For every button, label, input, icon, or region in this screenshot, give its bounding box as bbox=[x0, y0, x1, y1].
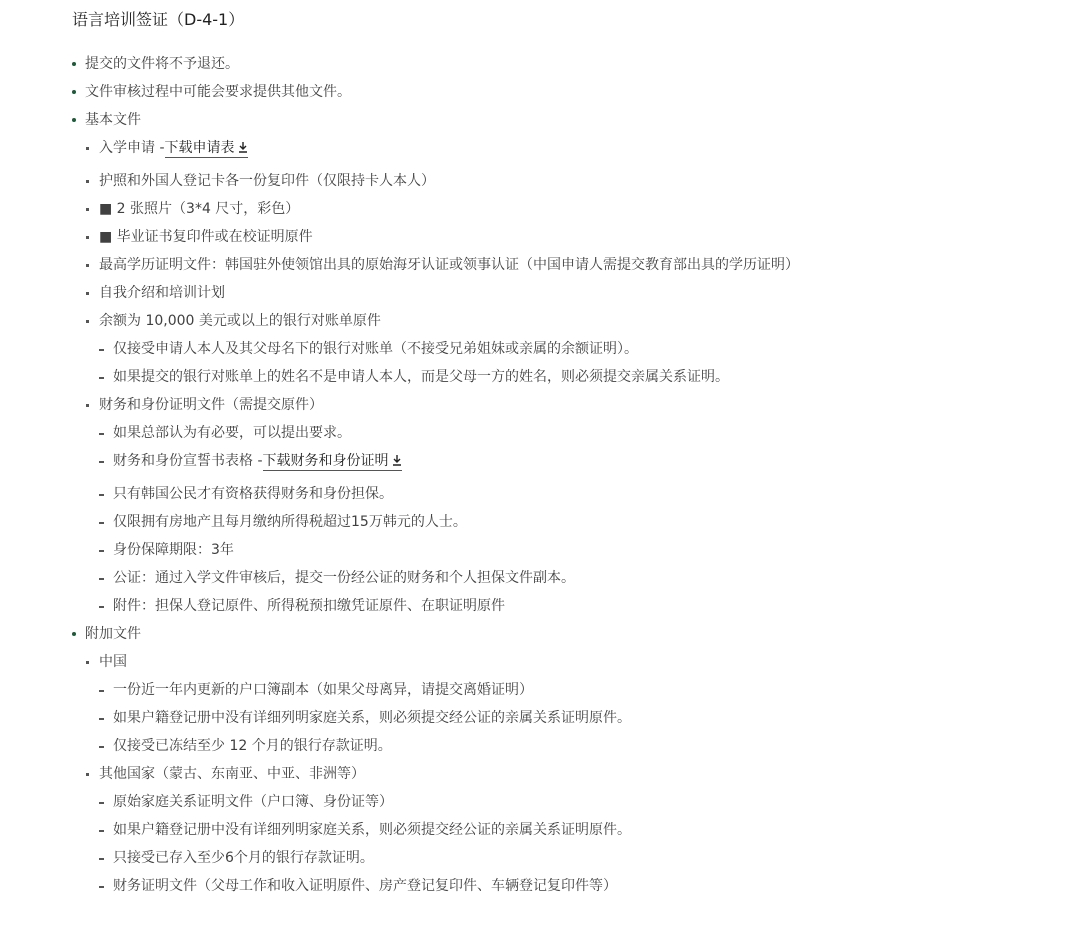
sub-item-guarantee: 公证：通过入学文件审核后，提交一份经公证的财务和个人担保文件副本。 bbox=[72, 568, 1080, 588]
sub-item-guarantee: 只有韩国公民才有资格获得财务和身份担保。 bbox=[72, 484, 1080, 504]
sub-item-china: 仅接受已冻结至少 12 个月的银行存款证明。 bbox=[72, 736, 1080, 756]
list-item-highest-degree: 最高学历证明文件：韩国驻外使领馆出具的原始海牙认证或领事认证（中国申请人需提交教育部出具的学历证明） bbox=[72, 255, 1080, 275]
guarantee-form-prefix: 财务和身份宣誓书表格 - bbox=[113, 453, 263, 469]
page-title: 语言培训签证（D-4-1） bbox=[72, 10, 245, 29]
sub-item-others: 如果户籍登记册中没有详细列明家庭关系，则必须提交经公证的亲属关系证明原件。 bbox=[72, 820, 1080, 840]
sub-item-bank: 如果提交的银行对账单上的姓名不是申请人本人，而是父母一方的姓名，则必须提交亲属关系证明。 bbox=[72, 367, 1080, 387]
list-item-diploma: ■ 毕业证书复印件或在校证明原件 bbox=[72, 227, 1080, 247]
sub-item-others: 只接受已存入至少6个月的银行存款证明。 bbox=[72, 848, 1080, 868]
sub-item-others: 原始家庭关系证明文件（户口簿、身份证等） bbox=[72, 792, 1080, 812]
section-heading-basic: 基本文件 bbox=[72, 110, 1080, 130]
download-icon bbox=[392, 454, 402, 466]
list-item-other-countries: 其他国家（蒙古、东南亚、中亚、非洲等） bbox=[72, 764, 1080, 784]
sub-item-guarantee: 身份保障期限：3年 bbox=[72, 540, 1080, 560]
section-heading-additional: 附加文件 bbox=[72, 624, 1080, 644]
sub-item-china: 一份近一年内更新的户口簿副本（如果父母离异，请提交离婚证明） bbox=[72, 680, 1080, 700]
list-item-self-intro: 自我介绍和培训计划 bbox=[72, 283, 1080, 303]
sub-item-bank: 仅接受申请人本人及其父母名下的银行对账单（不接受兄弟姐妹或亲属的余额证明）。 bbox=[72, 339, 1080, 359]
list-item-application bbox=[72, 138, 1080, 158]
sub-item-others: 财务证明文件（父母工作和收入证明原件、房产登记复印件、车辆登记复印件等） bbox=[72, 876, 1080, 896]
download-icon bbox=[238, 141, 248, 153]
list-item-photo: ■ 2 张照片（3*4 尺寸，彩色） bbox=[72, 199, 1080, 219]
sub-item-guarantee-form bbox=[72, 451, 1080, 471]
application-prefix: 入学申请 - bbox=[99, 140, 165, 156]
list-item-note: 提交的文件将不予退还。 bbox=[72, 54, 1080, 74]
sub-item-guarantee: 附件：担保人登记原件、所得税预扣缴凭证原件、在职证明原件 bbox=[72, 596, 1080, 616]
download-application-link[interactable]: 下载申请表 bbox=[165, 140, 248, 158]
list-item-passport: 护照和外国人登记卡各一份复印件（仅限持卡人本人） bbox=[72, 171, 1080, 191]
sub-item-china: 如果户籍登记册中没有详细列明家庭关系，则必须提交经公证的亲属关系证明原件。 bbox=[72, 708, 1080, 728]
list-item-bank-statement: 余额为 10,000 美元或以上的银行对账单原件 bbox=[72, 311, 1080, 331]
list-item-china: 中国 bbox=[72, 652, 1080, 672]
list-item-guarantee: 财务和身份证明文件（需提交原件） bbox=[72, 395, 1080, 415]
sub-item-guarantee: 如果总部认为有必要，可以提出要求。 bbox=[72, 423, 1080, 443]
download-guarantee-link[interactable]: 下载财务和身份证明 bbox=[263, 453, 402, 471]
list-item-note: 文件审核过程中可能会要求提供其他文件。 bbox=[72, 82, 1080, 102]
sub-item-guarantee: 仅限拥有房地产且每月缴纳所得税超过15万韩元的人士。 bbox=[72, 512, 1080, 532]
